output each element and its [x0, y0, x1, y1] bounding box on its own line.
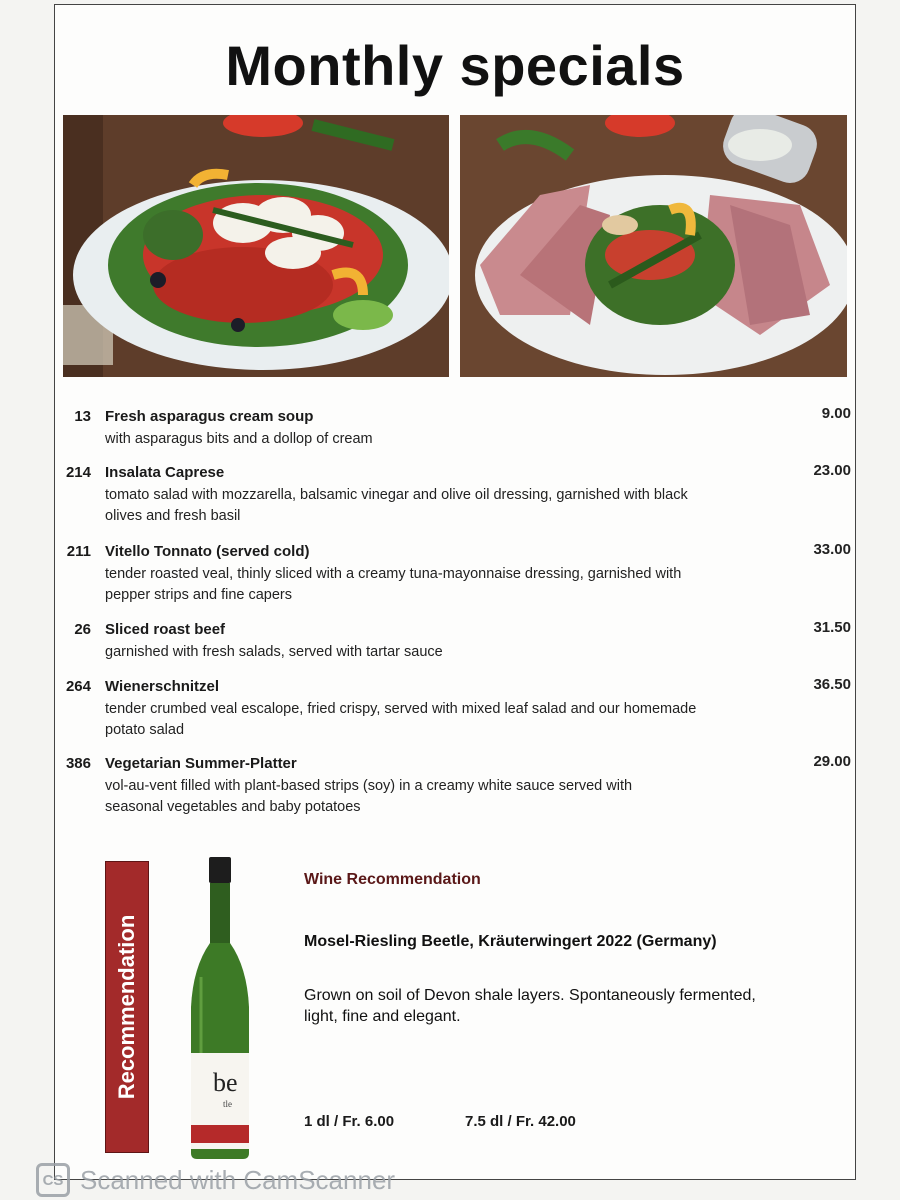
item-description: tomato salad with mozzarella, balsamic vinegar and olive oil dressing, garnished with black olives and fresh basil: [105, 487, 688, 524]
page-title: Monthly specials: [225, 34, 685, 97]
menu-page: [54, 4, 856, 1180]
item-price: 36.50: [813, 676, 851, 693]
item-price: 31.50: [813, 619, 851, 636]
watermark-text: Scanned with CamScanner: [80, 1164, 396, 1195]
item-name: Insalata Caprese: [105, 464, 225, 481]
roast-beef-platter-photo: [460, 115, 847, 377]
item-name: Sliced roast beef: [105, 621, 226, 638]
wine-name: Mosel-Riesling Beetle, Kräuterwingert 2022 (Germany): [304, 933, 717, 950]
caprese-salad-photo: [63, 115, 449, 377]
item-price: 33.00: [813, 541, 851, 558]
wine-price-bottle: 7.5 dl / Fr. 42.00: [465, 1113, 576, 1130]
wine-heading: Wine Recommendation: [304, 871, 481, 888]
item-price: 23.00: [813, 462, 851, 479]
camscanner-watermark: [36, 1162, 395, 1198]
wine-price-glass: 1 dl / Fr. 6.00: [304, 1113, 395, 1130]
item-description: vol-au-vent filled with plant-based strips (soy) in a creamy white sauce served with seasonal vegetables and baby potatoes: [105, 778, 633, 815]
item-price: 29.00: [813, 753, 851, 770]
item-number: 13: [74, 408, 91, 425]
item-number: 264: [65, 678, 91, 695]
item-number: 214: [65, 464, 91, 481]
item-name: Vitello Tonnato (served cold): [105, 543, 310, 560]
item-description: with asparagus bits and a dollop of cream: [105, 431, 373, 447]
item-number: 386: [65, 755, 91, 772]
item-description: garnished with fresh salads, served with tartar sauce: [105, 644, 443, 660]
item-name: Vegetarian Summer-Platter: [105, 755, 297, 772]
recommendation-band-label: Recommendation: [114, 914, 139, 1100]
recommendation-band: [105, 861, 149, 1153]
wine-description: Grown on soil of Devon shale layers. Spontaneously fermented, light, fine and elegant.: [304, 987, 756, 1025]
wine-bottle-image: [183, 857, 257, 1161]
item-description: tender crumbed veal escalope, fried crispy, served with mixed leaf salad and our homemade potato salad: [105, 701, 697, 738]
item-description: tender roasted veal, thinly sliced with a creamy tuna-mayonnaise dressing, garnished with pepper strips and fine capers: [105, 566, 682, 603]
item-name: Wienerschnitzel: [105, 678, 220, 695]
item-number: 211: [66, 543, 91, 560]
bottle-label-logo: be: [213, 1068, 238, 1097]
bottle-label-sub: tle: [223, 1099, 232, 1109]
camscanner-logo-icon: CS: [36, 1163, 70, 1197]
item-price: 9.00: [821, 405, 851, 422]
item-number: 26: [74, 621, 91, 638]
item-name: Fresh asparagus cream soup: [105, 408, 314, 425]
